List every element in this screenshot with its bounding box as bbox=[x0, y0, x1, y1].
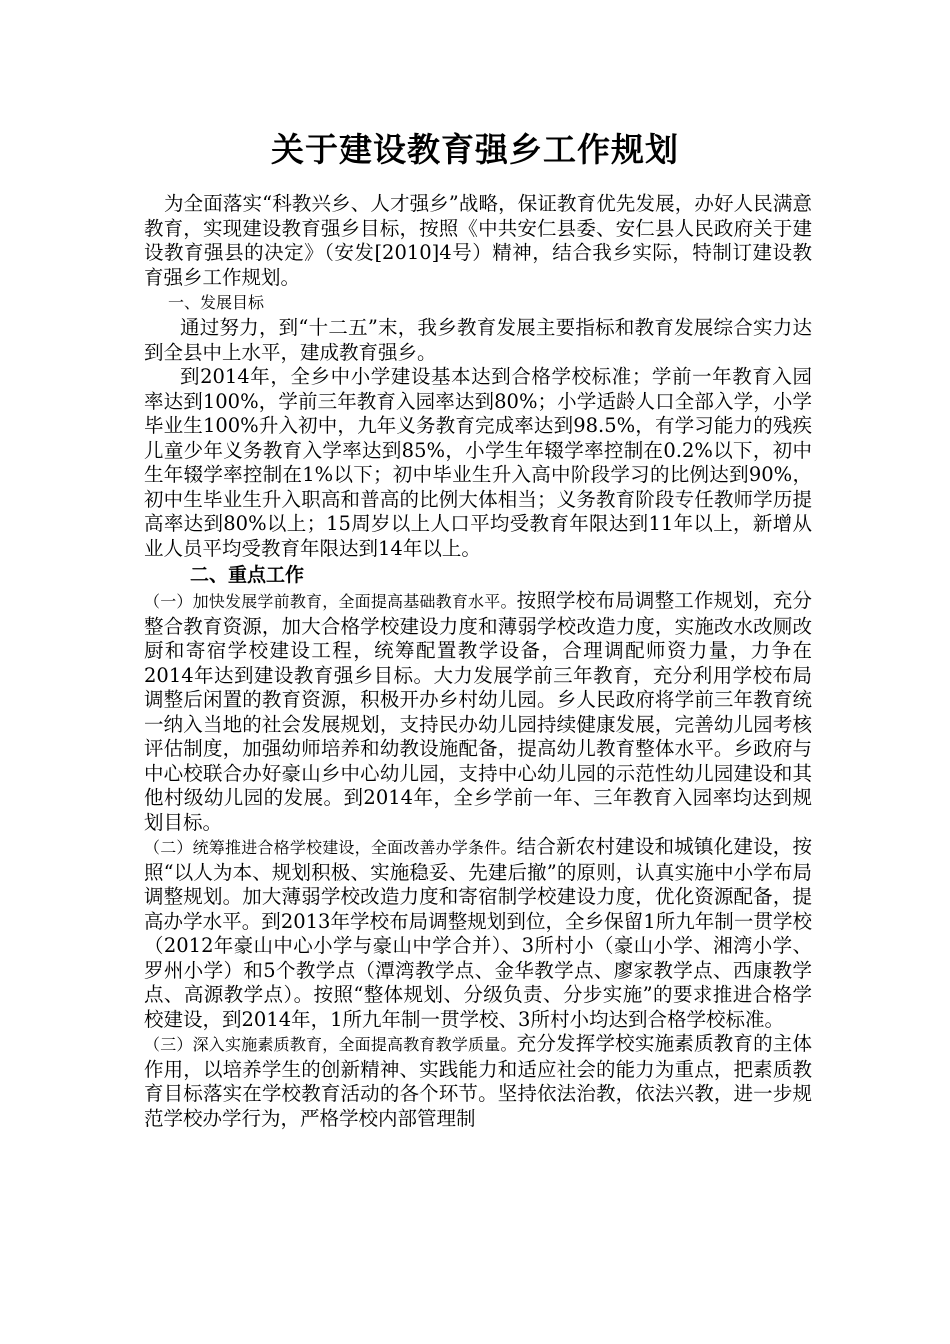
item-1-text: 按照学校布局调整工作规划，充分整合教育资源，加大合格学校建设力度和薄弱学校改造力度，实施改水改厕改厨和寄宿学校建设工程，统筹配置教学设备，合理调配师资力量，力争在2014年达到建设教育强乡目标。大力发展学前三年教育，充分利用学校布局调整后闲置的教育资源，积极开办乡村幼儿园。乡人民政府将学前三年教育统一纳入当地的社会发展规划，支持民办幼儿园持续健康发展，完善幼儿园考核评估制度，加强幼师培养和幼教设施配备，提高幼儿教育整体水平。乡政府与中心校联合办好豪山乡中心幼儿园，支持中心幼儿园的示范性幼儿园建设和其他村级幼儿园的发展。到2014年，全乡学前一年、三年教育入园率均达到规划目标。 bbox=[144, 589, 812, 834]
section-heading-goals: 一、发展目标 bbox=[168, 293, 265, 312]
document-body bbox=[144, 192, 812, 1131]
goals-paragraph-1: 通过努力，到“十二五”末，我乡教育发展主要指标和教育发展综合实力达到全县中上水平，建成教育强乡。 bbox=[144, 316, 812, 364]
item-2-lead: （二）统筹推进合格学校建设，全面改善办学条件。 bbox=[144, 838, 517, 857]
section-heading-key-work: 二、重点工作 bbox=[190, 564, 305, 586]
item-2-text: 结合新农村建设和城镇化建设，按照“以人为本、规划积极、实施稳妥、先建后撤”的原则，认真实施中小学布局调整规划。加大薄弱学校改造力度和寄宿制学校建设力度，优化资源配备，提高办学水平。到2013年学校布局调整规划到位，全乡保留1所九年制一贯学校（2012年豪山中心小学与豪山中学合并）、3所村小（豪山小学、湘湾小学、罗州小学）和5个教学点（潭湾教学点、金华教学点、廖家教学点、西康教学点、高源教学点）。按照“整体规划、分级负责、分步实施”的要求推进合格学校建设，到2014年，1所九年制一贯学校、3所村小均达到合格学校标准。 bbox=[144, 835, 812, 1031]
key-work-item-3 bbox=[144, 1032, 812, 1131]
key-work-item-1 bbox=[144, 589, 812, 835]
item-3-text: 充分发挥学校实施素质教育的主体作用，以培养学生的创新精神、实践能力和适应社会的能力为重点，把素质教育目标落实在学校教育活动的各个环节。坚持依法治教，依法兴教，进一步规范学校办学行为，严格学校内部管理制 bbox=[144, 1032, 812, 1130]
item-3-lead: （三）深入实施素质教育，全面提高教育教学质量。 bbox=[144, 1035, 517, 1054]
item-1-lead: （一）加快发展学前教育，全面提高基础教育水平。 bbox=[144, 592, 517, 611]
intro-paragraph: 为全面落实“科教兴乡、人才强乡”战略，保证教育优先发展，办好人民满意教育，实现建设教育强乡目标，按照《中共安仁县委、安仁县人民政府关于建设教育强县的决定》（安发[2010]4号）精神，结合我乡实际，特制订建设教育强乡工作规划。 bbox=[144, 192, 812, 289]
document-title: 关于建设教育强乡工作规划 bbox=[271, 130, 679, 169]
goals-paragraph-2: 到2014年，全乡中小学建设基本达到合格学校标准；学前一年教育入园率达到100%，学前三年教育入园率达到80%；小学适龄人口全部入学，小学毕业生100%升入初中，九年义务教育完成率达到98.5%，有学习能力的残疾儿童少年义务教育入学率达到85%，小学生年辍学率控制在0.2%以下，初中生年辍学率控制在1%以下；初中毕业生升入高中阶段学习的比例达到90%，初中生毕业生升入职高和普高的比例大体相当；义务教育阶段专任教师学历提高率达到80%以上；15周岁以上人口平均受教育年限达到11年以上，新增从业人员平均受教育年限达到14年以上。 bbox=[144, 365, 812, 560]
key-work-item-2 bbox=[144, 835, 812, 1032]
